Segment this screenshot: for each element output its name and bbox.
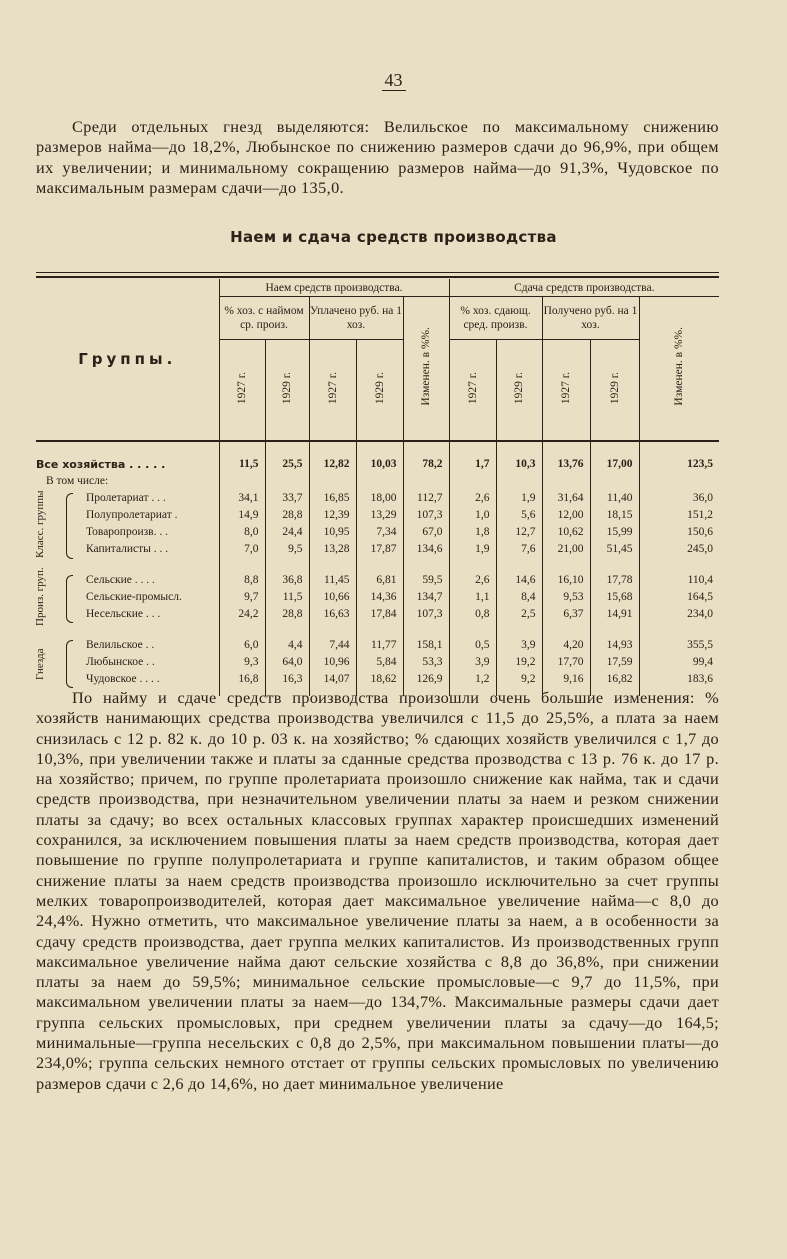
table-cell: 10,3 <box>496 456 542 473</box>
table-cell: 9,5 <box>265 541 309 558</box>
groups-header-cell <box>36 279 219 441</box>
table-cell: 11,45 <box>309 572 356 589</box>
page-number: 43 <box>0 70 787 91</box>
table-cell: 10,95 <box>309 524 356 541</box>
year-header: 1929 г. <box>590 340 639 442</box>
table-cell: 3,9 <box>449 654 496 671</box>
table-cell: 2,6 <box>449 490 496 507</box>
row-label: Товаропроизв. . . <box>86 526 168 538</box>
table-cell: 5,84 <box>356 654 403 671</box>
table-cell: 11,77 <box>356 637 403 654</box>
table-row <box>36 654 719 671</box>
table-cell: 6,81 <box>356 572 403 589</box>
table-cell: 53,3 <box>403 654 449 671</box>
table-cell: 2,5 <box>496 606 542 623</box>
table-cell: 1,9 <box>449 541 496 558</box>
table-cell: 14,07 <box>309 671 356 688</box>
table-cell: 8,8 <box>219 572 265 589</box>
table-cell: 64,0 <box>265 654 309 671</box>
statistics-table <box>36 279 719 696</box>
year-header: 1927 г. <box>219 340 265 442</box>
hire-pct-header: % хоз. с наймом ср. произ. <box>219 297 309 340</box>
nest-group-label: Гнезда <box>34 648 46 680</box>
row-label: Чудовское . . . . <box>86 673 160 685</box>
table-cell: 24,2 <box>219 606 265 623</box>
row-label: Несельские . . . <box>86 608 161 620</box>
table-cell: 9,3 <box>219 654 265 671</box>
table-cell: 17,00 <box>590 456 639 473</box>
including-label: В том числе: <box>46 475 109 487</box>
table-cell: 8,0 <box>219 524 265 541</box>
table-cell: 6,37 <box>542 606 590 623</box>
table-cell: 164,5 <box>639 589 719 606</box>
rent-change-header: Изменен. в %%. <box>639 297 719 442</box>
table-cell: 16,63 <box>309 606 356 623</box>
table-cell: 16,8 <box>219 671 265 688</box>
row-label: Сельские . . . . <box>86 574 155 586</box>
table-row <box>36 541 719 558</box>
year-header: 1927 г. <box>542 340 590 442</box>
table-cell: 134,6 <box>403 541 449 558</box>
hire-paid-header: Уплачено руб. на 1 хоз. <box>309 297 403 340</box>
table-cell: 158,1 <box>403 637 449 654</box>
table-cell: 355,5 <box>639 637 719 654</box>
year-header: 1929 г. <box>265 340 309 442</box>
table-cell: 10,66 <box>309 589 356 606</box>
table-cell: 10,62 <box>542 524 590 541</box>
table-cell: 12,00 <box>542 507 590 524</box>
table-cell: 18,00 <box>356 490 403 507</box>
year-header: 1929 г. <box>496 340 542 442</box>
table-cell: 1,2 <box>449 671 496 688</box>
table-title: Наем и сдача средств производства <box>230 228 557 246</box>
rent-header: Сдача средств производства. <box>449 279 719 297</box>
class-group-label: Класс. группы <box>34 490 46 558</box>
groups-header: Группы. <box>78 349 177 368</box>
table-top-rule-2 <box>36 276 719 278</box>
table-cell: 25,5 <box>265 456 309 473</box>
prod-group-label: Произ. груп. <box>34 567 46 626</box>
table-cell: 8,4 <box>496 589 542 606</box>
table-row <box>36 606 719 623</box>
table-row <box>36 637 719 654</box>
table-cell: 150,6 <box>639 524 719 541</box>
body-paragraph: По найму и сдаче средств производства произошли очень большие изменения: % хозяйств нанимающих средства производства увеличился с 11,5 до 25,5%, а плата за наем снизилась с 12 р. 82 к. до 10 р. 03 к. на хозяйство; % сдающих хозяйств увеличился с 1,7 до 10,3%, при увеличении также и платы за сданные средства прозводства с 13 р. 76 к. до 17 р. на хозяйство; причем, по группе пролетариата произошло снижение как найма, так и сдачи средств производства, при незначительном увеличении платы за наем и резком снижении платы за сдачу; во всех остальных классовых группах характер происшедших изменений сохранился, за исключением повышения платы за наем средств производства, которая дает повышение по группе полупролетариата и группе капиталистов, и таким образом общее снижение платы за наем средств производства произошло исключительно за счет группы мелких товаропроизводителей, которая дает максимальное увеличение найма—с 8,0 до 24,4%. Нужно отметить, что максимальное увеличение платы за наем, а в особенности за сдачу средств производства, дает группа мелких капиталистов. Из производственных групп максимальное увеличение найма дают сельские хозяйства с 8,8 до 36,8%, при снижении платы за наем до 59,5%; минимальное сельские промысловые—с 9,7 до 11,5%, при максимальном увеличении платы за наем—до 134,7%. Максимальные размеры сдачи дает группа сельских промысловых, при среднем увеличении платы за сдачу—до 164,5; минимальные—группа несельских с 0,8 до 2,5%, при максимальном повышении платы—до 234,0%; группа сельских немного отстает от группы сельских промысловых по увеличению размеров сдачи с 2,6 до 14,6%, но дает минимальное увеличение <box>36 688 719 1093</box>
table-cell: 5,6 <box>496 507 542 524</box>
row-label: Полупролетариат . <box>86 509 178 521</box>
table-cell: 16,85 <box>309 490 356 507</box>
rent-pct-header: % хоз. сдающ. сред. произв. <box>449 297 542 340</box>
table-cell: 7,44 <box>309 637 356 654</box>
table-cell: 15,68 <box>590 589 639 606</box>
year-header: 1929 г. <box>356 340 403 442</box>
table-cell: 11,5 <box>219 456 265 473</box>
table-cell: 0,5 <box>449 637 496 654</box>
table-row <box>36 671 719 688</box>
year-header: 1927 г. <box>449 340 496 442</box>
table-cell: 11,40 <box>590 490 639 507</box>
table-cell: 1,0 <box>449 507 496 524</box>
table-row <box>36 507 719 524</box>
table-cell: 17,70 <box>542 654 590 671</box>
table-cell: 15,99 <box>590 524 639 541</box>
table-cell: 78,2 <box>403 456 449 473</box>
table-cell: 107,3 <box>403 606 449 623</box>
table-top-rule <box>36 272 719 273</box>
table-cell: 4,4 <box>265 637 309 654</box>
table-cell: 4,20 <box>542 637 590 654</box>
table-cell: 28,8 <box>265 507 309 524</box>
table-cell: 7,6 <box>496 541 542 558</box>
hire-change-header: Изменен. в %%. <box>403 297 449 442</box>
table-cell: 13,28 <box>309 541 356 558</box>
table-cell: 9,53 <box>542 589 590 606</box>
table-cell: 18,62 <box>356 671 403 688</box>
table-cell: 134,7 <box>403 589 449 606</box>
table-cell: 14,6 <box>496 572 542 589</box>
table-row <box>36 490 719 507</box>
table-cell: 126,9 <box>403 671 449 688</box>
hire-header: Наем средств производства. <box>219 279 449 297</box>
table-cell: 14,93 <box>590 637 639 654</box>
table-cell: 67,0 <box>403 524 449 541</box>
table-cell: 14,9 <box>219 507 265 524</box>
table-cell: 110,4 <box>639 572 719 589</box>
table-cell: 107,3 <box>403 507 449 524</box>
table-cell: 6,0 <box>219 637 265 654</box>
table-cell: 14,36 <box>356 589 403 606</box>
table-cell: 16,3 <box>265 671 309 688</box>
table-cell: 17,84 <box>356 606 403 623</box>
table-cell: 99,4 <box>639 654 719 671</box>
table-cell: 1,8 <box>449 524 496 541</box>
row-label: Пролетариат . . . <box>86 492 166 504</box>
table-cell: 34,1 <box>219 490 265 507</box>
table-cell: 17,78 <box>590 572 639 589</box>
table-cell: 24,4 <box>265 524 309 541</box>
table-cell: 10,03 <box>356 456 403 473</box>
row-label: Все хозяйства . . . . . <box>36 458 166 471</box>
table-cell: 12,7 <box>496 524 542 541</box>
table-cell: 12,82 <box>309 456 356 473</box>
table-cell: 17,87 <box>356 541 403 558</box>
table-cell: 3,9 <box>496 637 542 654</box>
table-cell: 9,2 <box>496 671 542 688</box>
row-label: Велильское . . <box>86 639 155 651</box>
table-cell: 1,1 <box>449 589 496 606</box>
table-cell: 11,5 <box>265 589 309 606</box>
table-cell: 31,64 <box>542 490 590 507</box>
row-label: Капиталисты . . . <box>86 543 169 555</box>
table-cell: 16,82 <box>590 671 639 688</box>
table-row-including <box>36 473 719 490</box>
table-cell: 2,6 <box>449 572 496 589</box>
table-cell: 19,2 <box>496 654 542 671</box>
table-cell: 36,8 <box>265 572 309 589</box>
table-row <box>36 589 719 606</box>
table-cell: 18,15 <box>590 507 639 524</box>
table-cell: 14,91 <box>590 606 639 623</box>
table-cell: 151,2 <box>639 507 719 524</box>
row-label: Сельские-промысл. <box>86 591 182 603</box>
table-cell: 10,96 <box>309 654 356 671</box>
table-cell: 13,29 <box>356 507 403 524</box>
table-row-total <box>36 456 719 473</box>
table-cell: 183,6 <box>639 671 719 688</box>
table-row <box>36 524 719 541</box>
table-cell: 9,16 <box>542 671 590 688</box>
table-cell: 0,8 <box>449 606 496 623</box>
table-cell: 245,0 <box>639 541 719 558</box>
table-cell: 234,0 <box>639 606 719 623</box>
table-cell: 33,7 <box>265 490 309 507</box>
table-cell: 123,5 <box>639 456 719 473</box>
table-cell: 36,0 <box>639 490 719 507</box>
table-row <box>36 572 719 589</box>
table-cell: 12,39 <box>309 507 356 524</box>
table-cell: 59,5 <box>403 572 449 589</box>
table-cell: 1,9 <box>496 490 542 507</box>
table-cell: 13,76 <box>542 456 590 473</box>
table-cell: 21,00 <box>542 541 590 558</box>
rent-received-header: Получено руб. на 1 хоз. <box>542 297 639 340</box>
intro-paragraph: Среди отдельных гнезд выделяются: Велильское по максимальному снижению размеров найма—до 18,2%, Любынское по снижению размеров сдачи до 96,9%, при общем их увеличении; и минимальному сокращению размеров найма—до 91,3%, Чудовское по максимальным размерам сдачи—до 135,0. <box>36 117 719 197</box>
table-cell: 51,45 <box>590 541 639 558</box>
table-cell: 17,59 <box>590 654 639 671</box>
table-cell: 7,0 <box>219 541 265 558</box>
year-header: 1927 г. <box>309 340 356 442</box>
table-cell: 112,7 <box>403 490 449 507</box>
table-cell: 1,7 <box>449 456 496 473</box>
table-cell: 28,8 <box>265 606 309 623</box>
table-cell: 7,34 <box>356 524 403 541</box>
row-label: Любынское . . <box>86 656 155 668</box>
table-cell: 16,10 <box>542 572 590 589</box>
table-cell: 9,7 <box>219 589 265 606</box>
